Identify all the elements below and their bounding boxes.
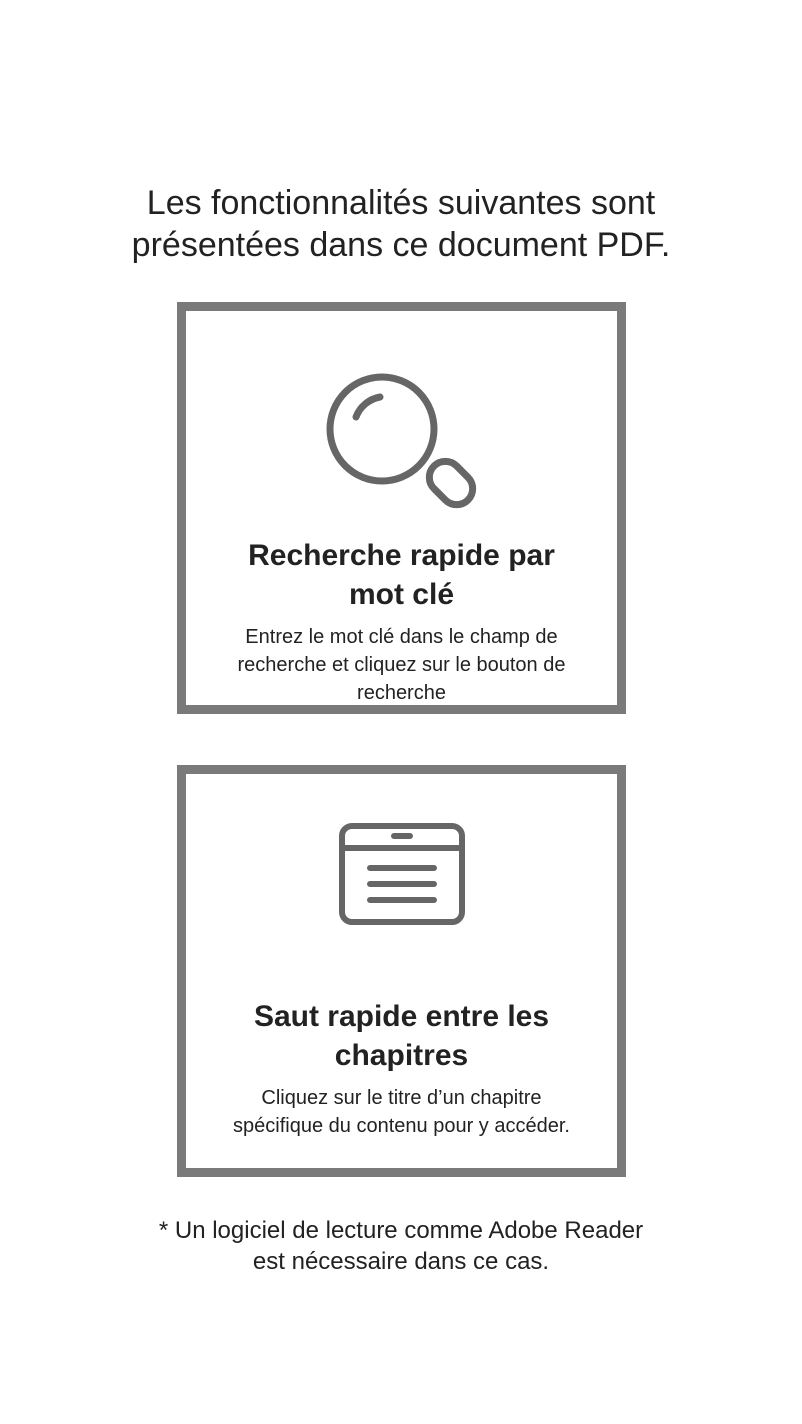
chapters-card-desc-line-1: Cliquez sur le titre d’un chapitre (261, 1087, 542, 1109)
search-card-desc-line-2: recherche et cliquez sur le bouton de (237, 654, 566, 676)
chapters-card-title (196, 997, 607, 1075)
footnote (0, 1215, 802, 1277)
intro-text (0, 182, 802, 266)
chapters-card-description (196, 1084, 607, 1140)
search-card-desc-line-1: Entrez le mot clé dans le champ de (245, 626, 558, 648)
footnote-line-1: * Un logiciel de lecture comme Adobe Reader (158, 1217, 644, 1244)
intro-line-1: Les fonctionnalités suivantes sont (146, 184, 656, 222)
search-card-desc-line-3: recherche (357, 682, 446, 704)
search-card-title-line-1: Recherche rapide par (248, 539, 555, 572)
chapters-card-title-line-2: chapitres (334, 1039, 469, 1072)
search-card-title-line-2: mot clé (348, 578, 455, 611)
intro-line-2: présentées dans ce document PDF. (131, 226, 671, 264)
feature-card-search (177, 302, 626, 714)
chapters-card-desc-line-2: spécifique du contenu pour y accéder. (233, 1115, 570, 1137)
footnote-line-2: est nécessaire dans ce cas. (252, 1248, 550, 1275)
magnifier-icon (186, 369, 617, 519)
search-card-title (196, 536, 607, 614)
search-card-description (196, 623, 607, 707)
table-of-contents-icon (186, 822, 617, 926)
feature-card-chapters (177, 765, 626, 1177)
chapters-card-title-line-1: Saut rapide entre les (253, 1000, 550, 1033)
